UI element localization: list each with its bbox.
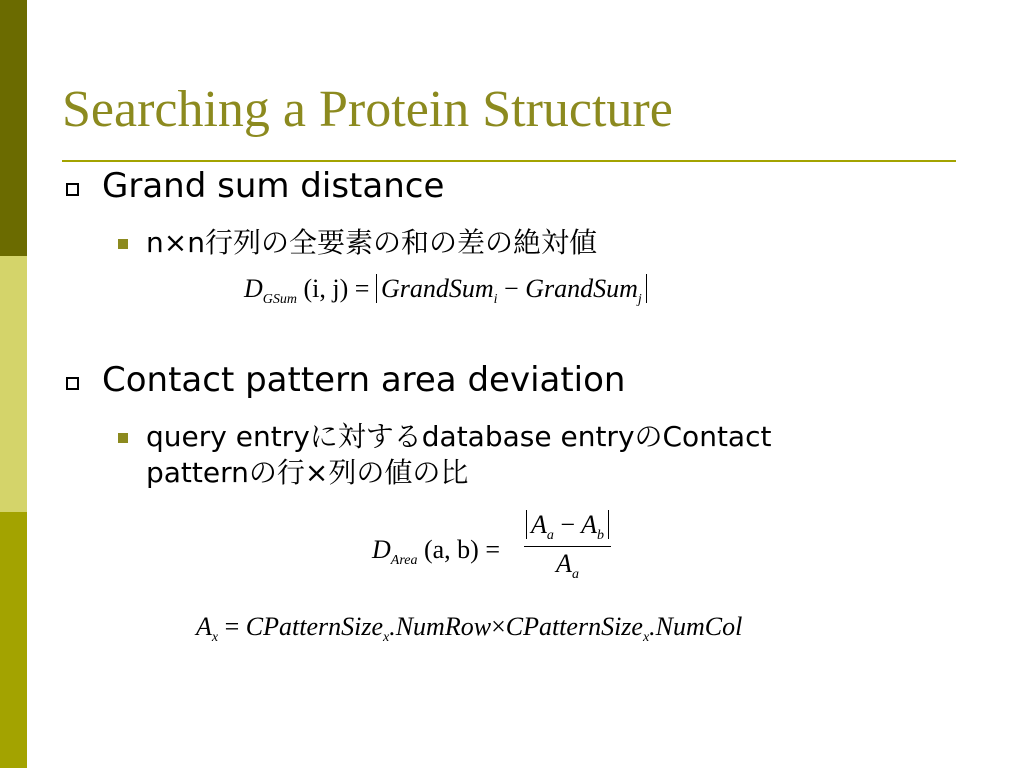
filled-square-bullet-icon bbox=[118, 239, 128, 249]
sub-bullet-area-description bbox=[146, 419, 771, 491]
slide-title: Searching a Protein Structure bbox=[62, 81, 673, 138]
sub-bullet-gsum-description: n×n行列の全要素の和の差の絶対値 bbox=[146, 226, 597, 259]
equation-ax: $A_x$ = CPatternSize$_x$.NumRow×CPatternSize$_x$.NumCol bbox=[196, 612, 743, 645]
sidebar-middle-band bbox=[0, 256, 27, 512]
sub-bullet-line-1: query entryに対するdatabase entryのContact bbox=[146, 420, 772, 453]
hollow-square-bullet-icon bbox=[66, 183, 79, 196]
sub-bullet-line-2: patternの行×列の値の比 bbox=[146, 456, 469, 489]
sidebar-top-band bbox=[0, 0, 27, 256]
bullet-contact-pattern-area-deviation: Contact pattern area deviation bbox=[102, 360, 626, 400]
equation-gsum: $D_{GSum}$ (i, j) = GrandSum$_i$ − GrandSum$_j$ bbox=[244, 274, 647, 308]
equation-area-fraction: $\frac{A_a - A_b}{A_a}$ bbox=[524, 510, 611, 583]
bullet-grand-sum-distance: Grand sum distance bbox=[102, 166, 445, 206]
equation-area-lhs: $D_{Area}$ (a, b) = bbox=[372, 535, 501, 568]
sidebar-bottom-band bbox=[0, 512, 27, 768]
filled-square-bullet-icon bbox=[118, 433, 128, 443]
title-divider bbox=[62, 160, 956, 162]
hollow-square-bullet-icon bbox=[66, 377, 79, 390]
